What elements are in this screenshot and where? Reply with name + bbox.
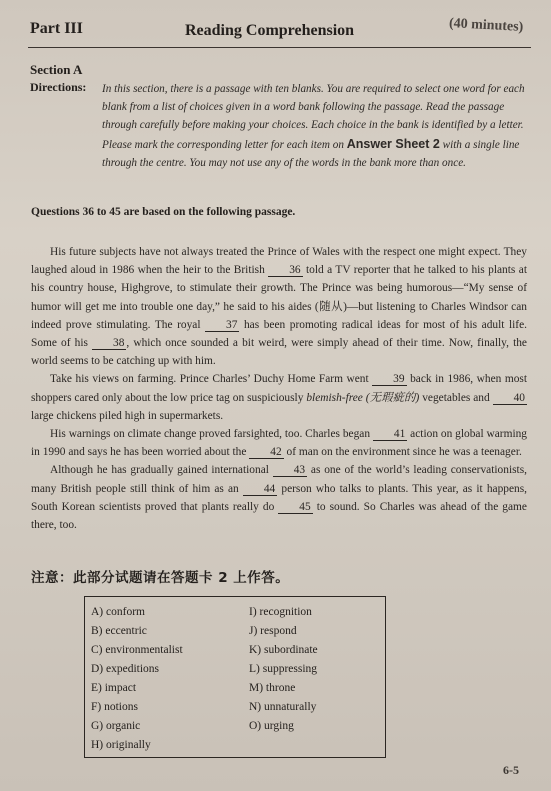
- blank-40: 40: [493, 392, 527, 405]
- passage-paragraph-4: [31, 461, 527, 534]
- page-number: 6-5: [503, 763, 519, 777]
- passage-text: back in 1986, when most shoppers cared only about the low price tag on suspiciously: [31, 373, 527, 404]
- blank-45: 45: [278, 501, 312, 514]
- word-bank-item: I) recognition: [249, 606, 312, 618]
- blank-44: 44: [243, 483, 277, 496]
- directions-label: Directions:: [30, 80, 87, 94]
- directions-text-part2: with a single line through the centre. You may not use any of the words in the bank more than once.: [102, 138, 520, 169]
- word-bank-item: O) urging: [249, 720, 294, 732]
- word-bank-item: E) impact: [91, 682, 137, 694]
- passage-text: Although he has gradually gained international: [50, 464, 273, 477]
- passage-text: His future subjects have not always treated the Prince of Wales with the respect one might expect. They laughed aloud in 1986 when the heir to the British: [31, 246, 527, 277]
- passage-paragraph-1: [31, 243, 527, 370]
- passage-text: vegetables and: [419, 391, 493, 404]
- section-title: Reading Comprehension: [185, 22, 355, 39]
- word-bank-item: N) unnaturally: [249, 701, 317, 713]
- passage-italic-term: blemish-free (无瑕疵的): [306, 391, 420, 404]
- blank-41: 41: [373, 428, 407, 441]
- passage-paragraph-2: [31, 370, 527, 425]
- blank-38: 38: [92, 337, 126, 350]
- word-bank-item: C) environmentalist: [91, 644, 183, 656]
- questions-heading: Questions 36 to 45 are based on the following passage.: [31, 206, 296, 218]
- passage-text: large chickens piled high in supermarkets.: [31, 409, 224, 422]
- blank-36: 36: [268, 264, 302, 277]
- page-header: [30, 16, 524, 44]
- part-label: Part III: [30, 20, 83, 37]
- blank-39: 39: [372, 373, 406, 386]
- passage-text: , which once sounded a bit weird, were simply ahead of their time. Now, finally, the world seems to be catching up with him.: [31, 337, 527, 368]
- passage-text: as one of the world’s leading conservationists, many British people still think of him as an: [31, 464, 527, 495]
- word-bank-item: H) originally: [91, 739, 151, 751]
- passage-text: Take his views on farming. Prince Charles’ Duchy Home Farm went: [50, 373, 373, 386]
- section-heading: Section A: [30, 62, 83, 77]
- word-bank-item: F) notions: [91, 701, 138, 713]
- reading-passage: [31, 243, 527, 534]
- word-bank-item: B) eccentric: [91, 625, 147, 637]
- passage-text: action on global warming in 1990 and says he has been worried about the: [31, 428, 527, 459]
- passage-text: to sound. So Charles was ahead of the game there, too.: [31, 500, 527, 532]
- passage-text: told a TV reporter that he talked to his plants at his country house, Highgrove, to stimulate their growth. The Prince was being humorous—“My sense of humor will get me into trouble one day,” he said to his aides (随从)—but listening to Charles Windsor can indeed prove stimulating. The royal: [31, 264, 527, 331]
- word-bank-item: K) subordinate: [249, 644, 318, 656]
- blank-42: 42: [249, 446, 283, 459]
- word-bank-item: D) expeditions: [91, 663, 160, 675]
- word-bank-item: L) suppressing: [249, 663, 318, 675]
- word-bank-item: J) respond: [249, 625, 297, 637]
- blank-37: 37: [205, 319, 239, 332]
- word-bank: [84, 596, 386, 758]
- answer-sheet-note: 注意：此部分试题请在答题卡 2 上作答。: [31, 570, 290, 586]
- directions-text: [102, 80, 527, 172]
- passage-text: His warnings on climate change proved farsighted, too. Charles began: [50, 428, 373, 441]
- time-limit: (40 minutes): [448, 16, 524, 35]
- word-bank-item: G) organic: [91, 720, 141, 732]
- passage-paragraph-3: [31, 425, 527, 461]
- word-bank-item: M) throne: [249, 682, 296, 694]
- passage-text: of man on the environment since he was a teenager.: [283, 446, 522, 459]
- header-divider: [28, 47, 531, 48]
- word-bank-left-column: [91, 603, 183, 755]
- word-bank-item: A) conform: [91, 606, 145, 618]
- passage-text: has been promoting radical ideas for most of his adult life. Some of his: [31, 318, 527, 350]
- directions-text-part1: In this section, there is a passage with ten blanks. You are required to select one word for each blank from a list of choices given in a word bank following the passage. Read the passage through carefully before making your choices. Each choice in the bank is identified by a letter. Please mark the corresponding letter for each item on: [102, 83, 525, 151]
- passage-text: person who talks to plants. This year, as it happens, South Korean scientists proved that plants really do: [31, 482, 528, 513]
- blank-43: 43: [273, 464, 307, 477]
- word-bank-right-column: [249, 603, 318, 736]
- answer-sheet-label: Answer Sheet 2: [346, 136, 440, 151]
